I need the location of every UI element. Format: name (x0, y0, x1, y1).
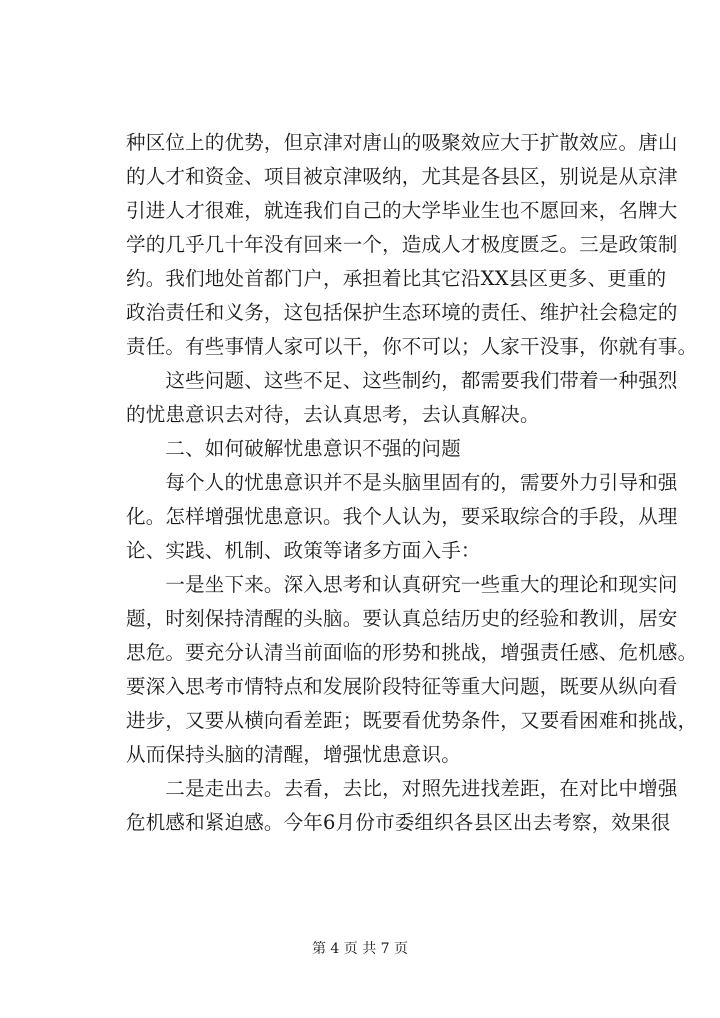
text-line: 种区位上的优势，但京津对唐山的吸聚效应大于扩散效应。唐山 (126, 131, 678, 154)
text-line: 危机感和紧迫感。今年6月份市委组织各县区出去考察，效果很 (126, 811, 671, 834)
text-line: 引进人才很难，就连我们自己的大学毕业生也不愿回来，名牌大 (126, 199, 678, 222)
text-line: 政治责任和义务，这包括保护生态环境的责任、维护社会稳定的 (126, 301, 678, 324)
text-line: 二是走出去。去看，去比，对照先进找差距，在对比中增强 (126, 777, 678, 800)
text-line: 思危。要充分认清当前面临的形势和挑战，增强责任感、危机感。 (126, 641, 698, 664)
text-line: 要深入思考市情特点和发展阶段特征等重大问题，既要从纵向看 (126, 675, 678, 698)
section-heading: 二、如何破解忧患意识不强的问题 (126, 437, 461, 460)
text-line: 的忧患意识去对待，去认真思考，去认真解决。 (126, 403, 540, 426)
text-line: 责任。有些事情人家可以干，你不可以；人家干没事，你就有事。 (126, 335, 698, 358)
body-text (126, 126, 698, 840)
text-line: 学的几乎几十年没有回来一个，造成人才极度匮乏。三是政策制 (126, 233, 678, 256)
text-line: 一是坐下来。深入思考和认真研究一些重大的理论和现实问 (126, 573, 678, 596)
text-line: 约。我们地处首都门户，承担着比其它沿XX县区更多、更重的 (126, 267, 667, 290)
text-line: 化。怎样增强忧患意识。我个人认为，要采取综合的手段，从理 (126, 505, 678, 528)
page-number-footer: 第 4 页 共 7 页 (311, 941, 409, 957)
text-line: 进步，又要从横向看差距；既要看优势条件，又要看困难和挑战， (126, 709, 698, 732)
text-line: 论、实践、机制、政策等诸多方面入手： (126, 539, 481, 562)
text-line: 这些问题、这些不足、这些制约，都需要我们带着一种强烈 (126, 369, 678, 392)
text-line: 的人才和资金、项目被京津吸纳，尤其是各县区，别说是从京津 (126, 165, 678, 188)
text-line: 从而保持头脑的清醒，增强忧患意识。 (126, 743, 461, 766)
text-line: 题，时刻保持清醒的头脑。要认真总结历史的经验和教训，居安 (126, 607, 678, 630)
text-line: 每个人的忧患意识并不是头脑里固有的，需要外力引导和强 (126, 471, 678, 494)
